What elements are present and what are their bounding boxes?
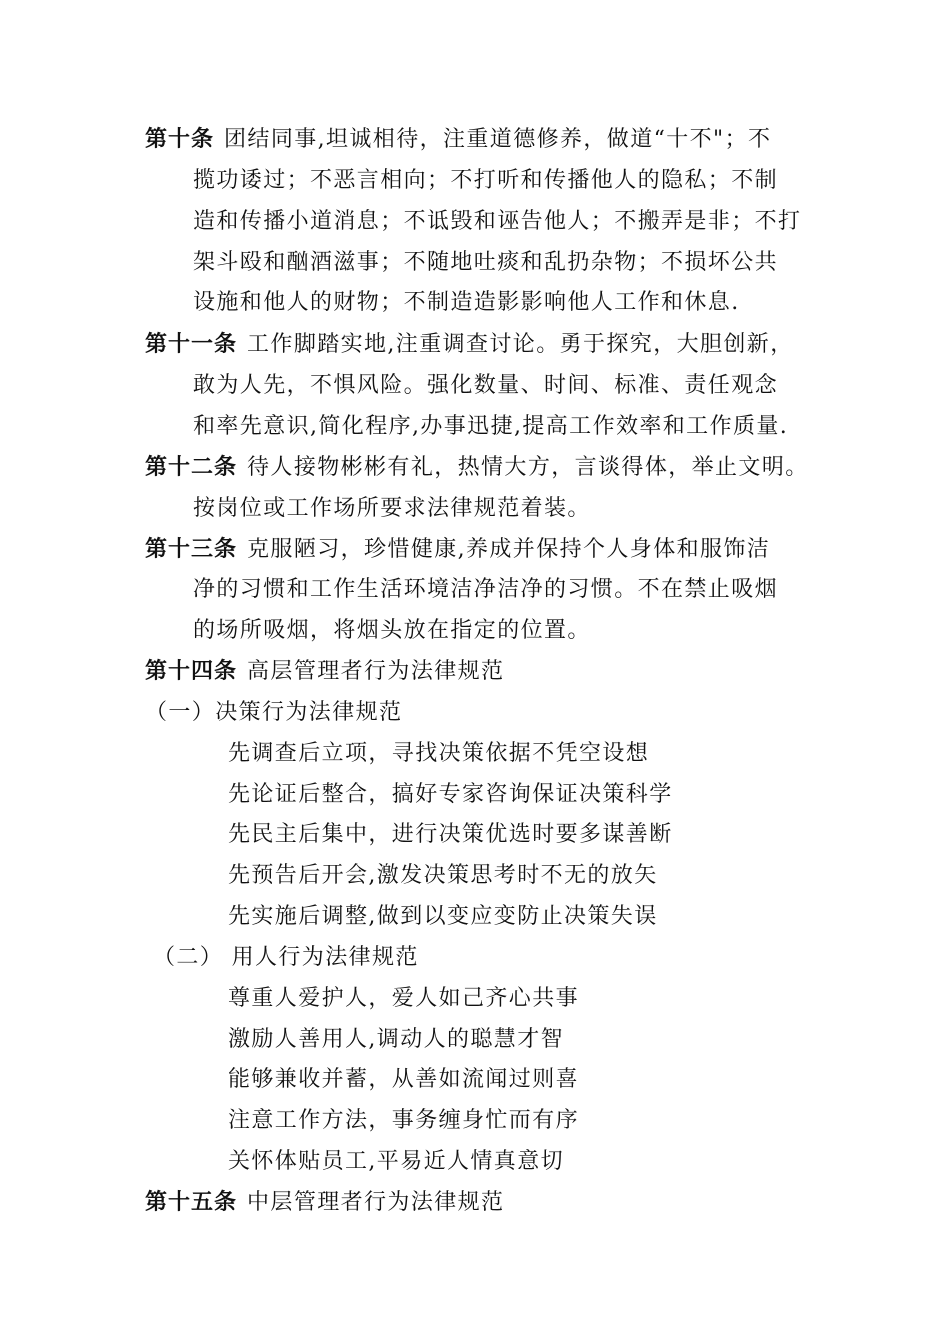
article-10-text-1: 团结同事,坦诚相待，注重道德修养，做道“十不"；不 [224,127,772,152]
article-12-heading: 第十二条 [145,455,238,480]
article-12-line-1 [145,453,809,483]
section-2-title: （二） 用人行为法律规范 [153,945,419,970]
section-2-item-4: 注意工作方法，事务缠身忙而有序 [228,1108,580,1133]
section-1-title: （一）决策行为法律规范 [145,700,403,725]
section-2-item-1: 尊重人爱护人，爱人如己齐心共事 [228,986,580,1011]
article-13-line-3: 的场所吸烟，将烟头放在指定的位置。 [193,618,591,643]
article-11-text-1: 工作脚踏实地,注重调查讨论。勇于探究，大胆创新， [247,332,794,357]
section-1-item-2: 先论证后整合，搞好专家咨询保证决策科学 [228,782,673,807]
article-13-line-2: 净的习惯和工作生活环境洁净洁净的习惯。不在禁止吸烟 [193,577,779,602]
article-10-line-4: 架斗殴和酗酒滋事；不随地吐痰和乱扔杂物；不损坏公共 [193,250,779,275]
article-14-line-1 [145,657,504,687]
section-2-item-5: 关怀体贴员工,平易近人情真意切 [228,1149,564,1174]
article-10-line-5: 设施和他人的财物；不制造造影影响他人工作和休息. [193,290,740,315]
article-14-heading: 第十四条 [145,659,238,684]
article-13-text-1: 克服陋习，珍惜健康,养成并保持个人身体和服饰洁 [247,537,771,562]
article-15-heading: 第十五条 [145,1190,238,1215]
section-1-item-1: 先调查后立项，寻找决策依据不凭空设想 [228,741,650,766]
article-10-line-1 [145,125,771,155]
article-11-line-2: 敢为人先，不惧风险。强化数量、时间、标准、责任观念 [193,373,779,398]
article-10-line-3: 造和传播小道消息；不诋毁和诬告他人；不搬弄是非；不打 [193,209,802,234]
article-11-heading: 第十一条 [145,332,238,357]
article-12-line-2: 按岗位或工作场所要求法律规范着装。 [193,496,591,521]
article-15-line-1 [145,1188,504,1218]
article-14-text-1: 高层管理者行为法律规范 [247,659,505,684]
article-13-heading: 第十三条 [145,537,238,562]
section-1-item-3: 先民主后集中，进行决策优选时要多谋善断 [228,822,673,847]
article-11-line-1 [145,330,794,360]
section-2-item-3: 能够兼收并蓄，从善如流闻过则喜 [228,1067,580,1092]
section-2-item-2: 激励人善用人,调动人的聪慧才智 [228,1027,564,1052]
article-15-text: 中层管理者行为法律规范 [247,1190,505,1215]
section-1-item-4: 先预告后开会,激发决策思考时不无的放矢 [228,863,658,888]
article-12-text-1: 待人接物彬彬有礼，热情大方，言谈得体，举止文明。 [247,455,809,480]
article-10-heading: 第十条 [145,127,215,152]
article-11-line-3: 和率先意识,简化程序,办事迅捷,提高工作效率和工作质量. [193,414,789,439]
article-10-line-2: 揽功诿过；不恶言相向；不打听和传播他人的隐私；不制 [193,168,779,193]
article-13-line-1 [145,535,770,565]
section-1-item-5: 先实施后调整,做到以变应变防止决策失误 [228,904,658,929]
